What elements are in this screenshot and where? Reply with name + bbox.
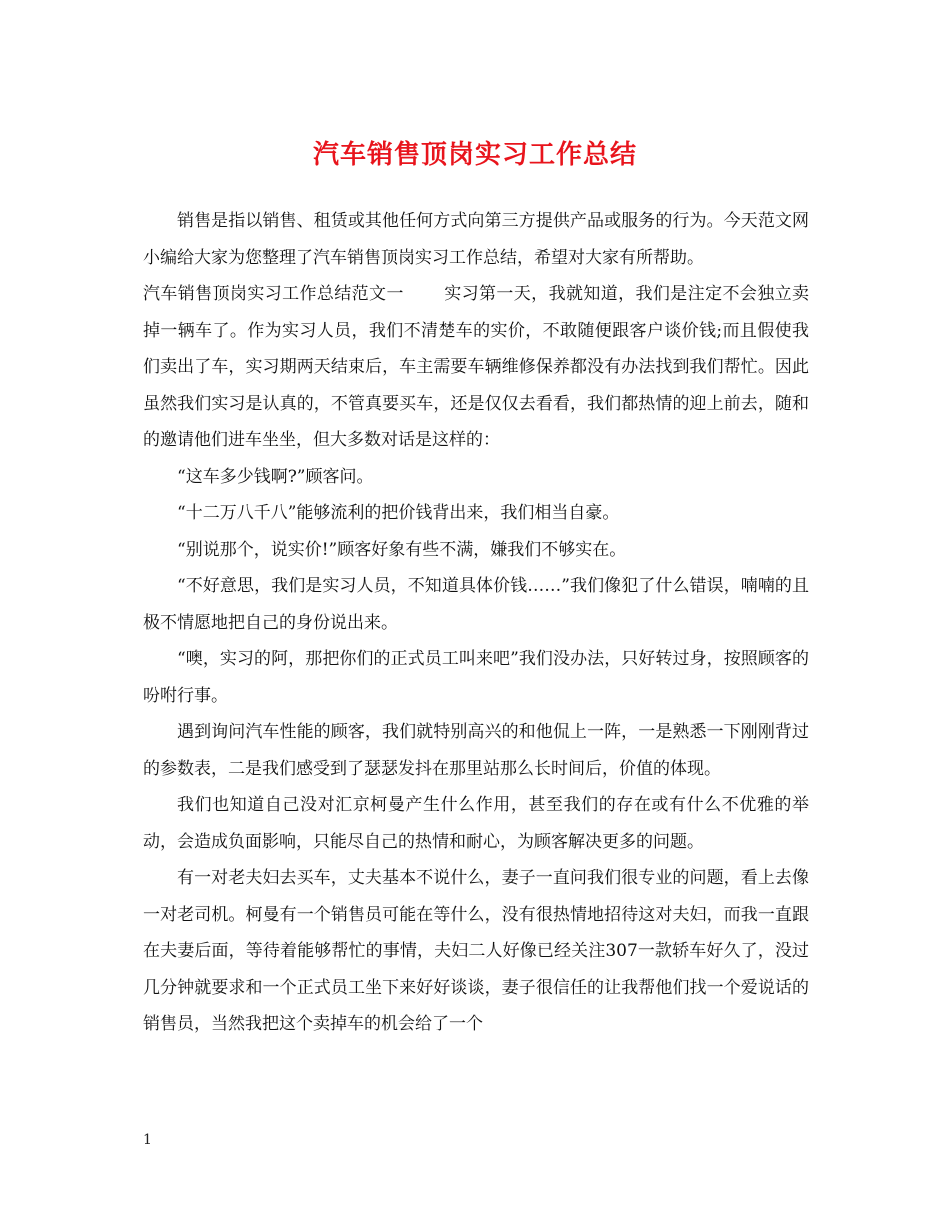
document-title: 汽车销售顶岗实习工作总结 <box>312 140 637 170</box>
section-heading: 汽车销售顶岗实习工作总结范文一 <box>143 284 404 304</box>
body-paragraph: “十二万八千八”能够流利的把价钱背出来，我们相当自豪。 <box>177 503 620 523</box>
document-body <box>143 203 809 1043</box>
body-paragraph: “别说那个，说实价!”顾客好象有些不满，嫌我们不够实在。 <box>177 539 627 560</box>
body-paragraph: 遇到询问汽车性能的顾客，我们就特别高兴的和他侃上一阵，一是熟悉一下刚刚背过的参数表，二是我们感受到了瑟瑟发抖在那里站那么长时间后，价值的体现。 <box>143 722 809 779</box>
intro-paragraph: 销售是指以销售、租赁或其他任何方式向第三方提供产品或服务的行为。今天范文网小编给大家为您整理了汽车销售顶岗实习工作总结，希望对大家有所帮助。 <box>143 211 809 268</box>
body-paragraph: “这车多少钱啊?”顾客问。 <box>177 466 374 487</box>
section-first-text: 实习第一天，我就知道，我们是注定不会独立卖掉一辆车了。作为实习人员，我们不清楚车的实价，不敢随便跟客户谈价钱;而且假使我们卖出了车，实习期两天结束后，车主需要车辆维修保养都没有办法找到我们帮忙。因此虽然我们实习是认真的，不管真要买车，还是仅仅去看看，我们都热情的迎上前去，随和的邀请他们进车坐坐，但大多数对话是这样的： <box>143 284 810 450</box>
section-first-paragraph <box>143 276 809 459</box>
body-paragraph: “噢，实习的阿，那把你们的正式员工叫来吧”我们没办法，只好转过身，按照顾客的吩咐行事。 <box>143 649 809 706</box>
body-paragraph: “不好意思，我们是实习人员，不知道具体价钱……”我们像犯了什么错误，喃喃的且极不情愿地把自己的身份说出来。 <box>143 576 809 633</box>
body-paragraph: 我们也知道自己没对汇京柯曼产生什么作用，甚至我们的存在或有什么不优雅的举动，会造成负面影响，只能尽自己的热情和耐心，为顾客解决更多的问题。 <box>143 795 809 852</box>
body-paragraph: 有一对老夫妇去买车，丈夫基本不说什么，妻子一直问我们很专业的问题，看上去像一对老司机。柯曼有一个销售员可能在等什么，没有很热情地招待这对夫妇，而我一直跟在夫妻后面，等待着能够帮忙的事情，夫妇二人好像已经关注307一款轿车好久了，没过几分钟就要求和一个正式员工坐下来好好谈谈，妻子很信任的让我帮他们找一个爱说话的销售员，当然我把这个卖掉车的机会给了一个 <box>143 868 809 1034</box>
page-number: 1 <box>143 1132 152 1148</box>
